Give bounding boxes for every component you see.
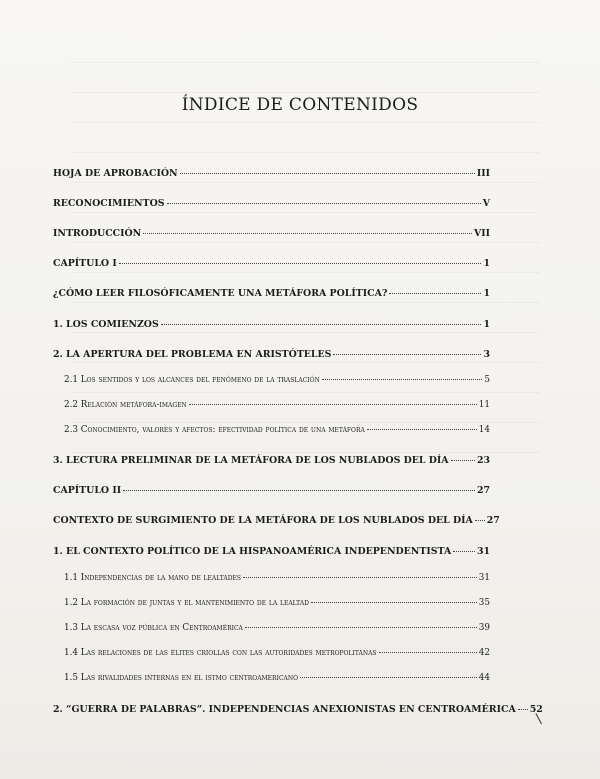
toc-entry-page: 52	[529, 704, 543, 715]
toc-entry	[53, 704, 543, 715]
toc-entry-page: 3	[483, 349, 490, 360]
toc-entry	[53, 485, 490, 496]
toc-leader-dots	[167, 203, 481, 204]
toc-entry	[53, 546, 490, 557]
toc-entry-page: 1	[483, 288, 490, 299]
toc-entry	[53, 648, 490, 658]
toc-entry-page: 1	[483, 319, 490, 330]
toc-entry-label: 2. LA APERTURA DEL PROBLEMA EN ARISTÓTELES	[53, 349, 332, 360]
toc-entry	[53, 455, 490, 466]
toc-leader-dots	[245, 627, 477, 628]
toc-entry-page: V	[482, 198, 490, 209]
toc-entry-page: 27	[476, 485, 490, 496]
toc-leader-dots	[161, 324, 482, 325]
toc-leader-dots	[123, 490, 475, 491]
toc-leader-dots	[119, 263, 482, 264]
toc-entry	[53, 319, 490, 330]
toc-entry	[53, 673, 490, 683]
toc-entry-page: 14	[478, 425, 490, 435]
toc-leader-dots	[389, 293, 481, 294]
toc-entry-label: CAPÍTULO I	[53, 258, 117, 269]
toc-entry-label: 1.4 Las relaciones de las élites criollas con las autoridades metropolitanas	[64, 648, 377, 658]
toc-leader-dots	[451, 460, 475, 461]
toc-entry-label: HOJA DE APROBACIÓN	[53, 168, 178, 179]
toc-entry	[53, 198, 490, 209]
toc-entry	[53, 288, 490, 299]
pencil-mark	[535, 712, 544, 724]
toc-entry	[53, 375, 490, 385]
toc-leader-dots	[367, 429, 477, 430]
toc-entry-label: CAPÍTULO II	[53, 485, 122, 496]
toc-entry	[53, 623, 490, 633]
toc-entry-label: 1. EL CONTEXTO POLÍTICO DE LA HISPANOAMÉRICA INDEPENDENTISTA	[53, 546, 452, 557]
toc-entry-label: 2.3 Conocimiento, valores y afectos: efectividad política de una metáfora	[64, 425, 365, 435]
toc-entry-label: ¿CÓMO LEER FILOSÓFICAMENTE UNA METÁFORA POLÍTICA?	[53, 288, 388, 299]
toc-entry	[53, 258, 490, 269]
toc-entry	[53, 228, 490, 239]
toc-entry-label: RECONOCIMIENTOS	[53, 198, 165, 209]
toc-entry-page: 39	[478, 623, 490, 633]
toc-entry-label: INTRODUCCIÓN	[53, 228, 142, 239]
toc-entry-label: 1. LOS COMIENZOS	[53, 319, 159, 330]
toc-entry	[53, 573, 490, 583]
toc-leader-dots	[475, 520, 485, 521]
toc-leader-dots	[333, 354, 481, 355]
toc-leader-dots	[379, 652, 477, 653]
toc-leader-dots	[311, 602, 477, 603]
toc-leader-dots	[143, 233, 472, 234]
toc-leader-dots	[518, 709, 528, 710]
toc-entry-label: 1.2 La formación de juntas y el mantenimiento de la lealtad	[64, 598, 309, 608]
toc-entry-label: 1.3 La escasa voz pública en Centroamérica	[64, 623, 243, 633]
toc-leader-dots	[180, 173, 475, 174]
page-title: ÍNDICE DE CONTENIDOS	[181, 95, 419, 115]
toc-entry-page: 5	[484, 375, 490, 385]
toc-entry-page: 42	[478, 648, 490, 658]
toc-leader-dots	[453, 551, 475, 552]
toc-entry-label: CONTEXTO DE SURGIMIENTO DE LA METÁFORA DE LOS NUBLADOS DEL DÍA	[53, 515, 473, 526]
toc-entry-page: VII	[473, 228, 490, 239]
toc-leader-dots	[243, 577, 477, 578]
toc-entry-page: 35	[478, 598, 490, 608]
toc-leader-dots	[300, 677, 477, 678]
toc-entry	[53, 598, 490, 608]
toc-entry-page: 1	[483, 258, 490, 269]
bleed-through-text	[70, 62, 540, 482]
toc-entry-page: III	[476, 168, 490, 179]
toc-entry-label: 3. LECTURA PRELIMINAR DE LA METÁFORA DE LOS NUBLADOS DEL DÍA	[53, 455, 449, 466]
toc-leader-dots	[322, 379, 483, 380]
toc-leader-dots	[189, 404, 477, 405]
toc-entry	[53, 400, 490, 410]
toc-entry	[53, 515, 500, 526]
toc-entry	[53, 425, 490, 435]
toc-entry-page: 11	[478, 400, 490, 410]
toc-entry-label: 2.2 Relación metáfora-imagen	[64, 400, 187, 410]
toc-entry-label: 2. “GUERRA DE PALABRAS”. INDEPENDENCIAS ANEXIONISTAS EN CENTROAMÉRICA	[53, 704, 516, 715]
toc-entry-page: 27	[486, 515, 500, 526]
toc-entry-label: 1.1 Independencias de la mano de lealtades	[64, 573, 242, 583]
toc-entry-label: 2.1 Los sentidos y los alcances del fenómeno de la traslación	[64, 375, 320, 385]
toc-entry-page: 31	[478, 573, 490, 583]
toc-entry	[53, 168, 490, 179]
toc-entry-label: 1.5 Las rivalidades internas en el istmo centroamericano	[64, 673, 299, 683]
toc-entry-page: 31	[476, 546, 490, 557]
toc-entry	[53, 349, 490, 360]
toc-entry-page: 44	[478, 673, 490, 683]
toc-entry-page: 23	[476, 455, 490, 466]
